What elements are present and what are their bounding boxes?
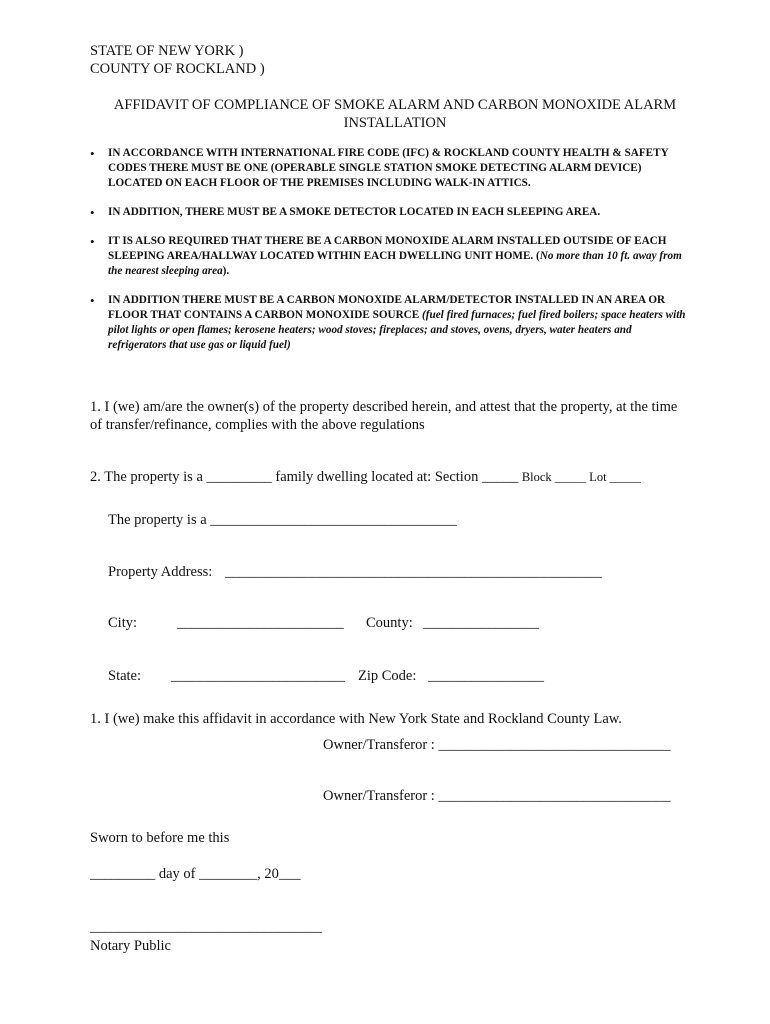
requirements-list bbox=[88, 146, 688, 367]
zip-code-field[interactable]: ________________ bbox=[428, 668, 544, 684]
county-label: County: bbox=[366, 615, 413, 631]
requirement-item: • IN ADDITION THERE MUST BE A CARBON MONOXIDE ALARM/DETECTOR INSTALLED IN AN AREA OR FLOOR THAT CONTAINS A CARBON MONOXIDE SOURCE (fuel fired furnaces; fuel fired boilers; space heaters with pilot lights or open flames; kerosene heaters; wood stoves; fireplaces; and stoves, ovens, dryers, water heaters and refrigerators that use gas or liquid fuel) bbox=[90, 293, 686, 351]
sworn-date-field[interactable]: _________ day of ________, 20___ bbox=[90, 866, 301, 882]
document-title: AFFIDAVIT OF COMPLIANCE OF SMOKE ALARM AND CARBON MONOXIDE ALARM INSTALLATION bbox=[113, 97, 677, 131]
requirement-item: • IN ACCORDANCE WITH INTERNATIONAL FIRE CODE (IFC) & ROCKLAND COUNTY HEALTH & SAFETY CODES THERE MUST BE ONE (OPERABLE SINGLE STATION SMOKE DETECTING ALARM DEVICE) LOCATED ON EACH FLOOR OF THE PREMISES INCLUDING WALK-IN ATTICS. bbox=[90, 146, 669, 189]
bullet-icon: • bbox=[90, 205, 95, 220]
bullet-icon: • bbox=[90, 293, 95, 308]
bullet-icon: • bbox=[90, 146, 95, 161]
state-label: State: bbox=[108, 668, 142, 684]
statement-ownership: 1. I (we) am/are the owner(s) of the property described herein, and attest that the property, at the time of transfer/refinance, complies with the above regulations bbox=[90, 399, 678, 433]
city-field[interactable]: _______________________ bbox=[177, 615, 344, 631]
owner-transferor-signature-1[interactable]: Owner/Transferor : ________________________________ bbox=[323, 737, 671, 753]
requirement-item: • IT IS ALSO REQUIRED THAT THERE BE A CARBON MONOXIDE ALARM INSTALLED OUTSIDE OF EACH SLEEPING AREA/HALLWAY LOCATED WITHIN EACH DWELLING UNIT HOME. (No more than 10 ft. away from the nearest sleeping area). bbox=[90, 234, 682, 277]
bullet-icon: • bbox=[90, 234, 95, 249]
notary-signature-line[interactable]: ________________________________ bbox=[90, 919, 322, 935]
statement-law: 1. I (we) make this affidavit in accordance with New York State and Rockland County Law. bbox=[90, 711, 622, 727]
property-type-field[interactable]: The property is a __________________________________ bbox=[108, 512, 457, 528]
property-address-field[interactable]: ____________________________________________________ bbox=[225, 564, 602, 580]
sworn-statement: Sworn to before me this bbox=[90, 830, 230, 846]
city-label: City: bbox=[108, 615, 138, 631]
requirement-item: • IN ADDITION, THERE MUST BE A SMOKE DETECTOR LOCATED IN EACH SLEEPING AREA. bbox=[90, 205, 601, 220]
county-field[interactable]: ________________ bbox=[423, 615, 539, 631]
owner-transferor-signature-2[interactable]: Owner/Transferor : ________________________________ bbox=[323, 788, 671, 804]
property-address-label: Property Address: bbox=[108, 564, 213, 580]
state-field[interactable]: ________________________ bbox=[171, 668, 345, 684]
statement-dwelling: 2. The property is a _________ family dwelling located at: Section _____ Block _____ Lot _____ bbox=[90, 469, 641, 485]
county-venue-line: COUNTY OF ROCKLAND ) bbox=[90, 61, 265, 77]
state-venue-line: STATE OF NEW YORK ) bbox=[90, 43, 244, 59]
notary-public-label: Notary Public bbox=[90, 938, 171, 954]
zip-code-label: Zip Code: bbox=[358, 668, 417, 684]
